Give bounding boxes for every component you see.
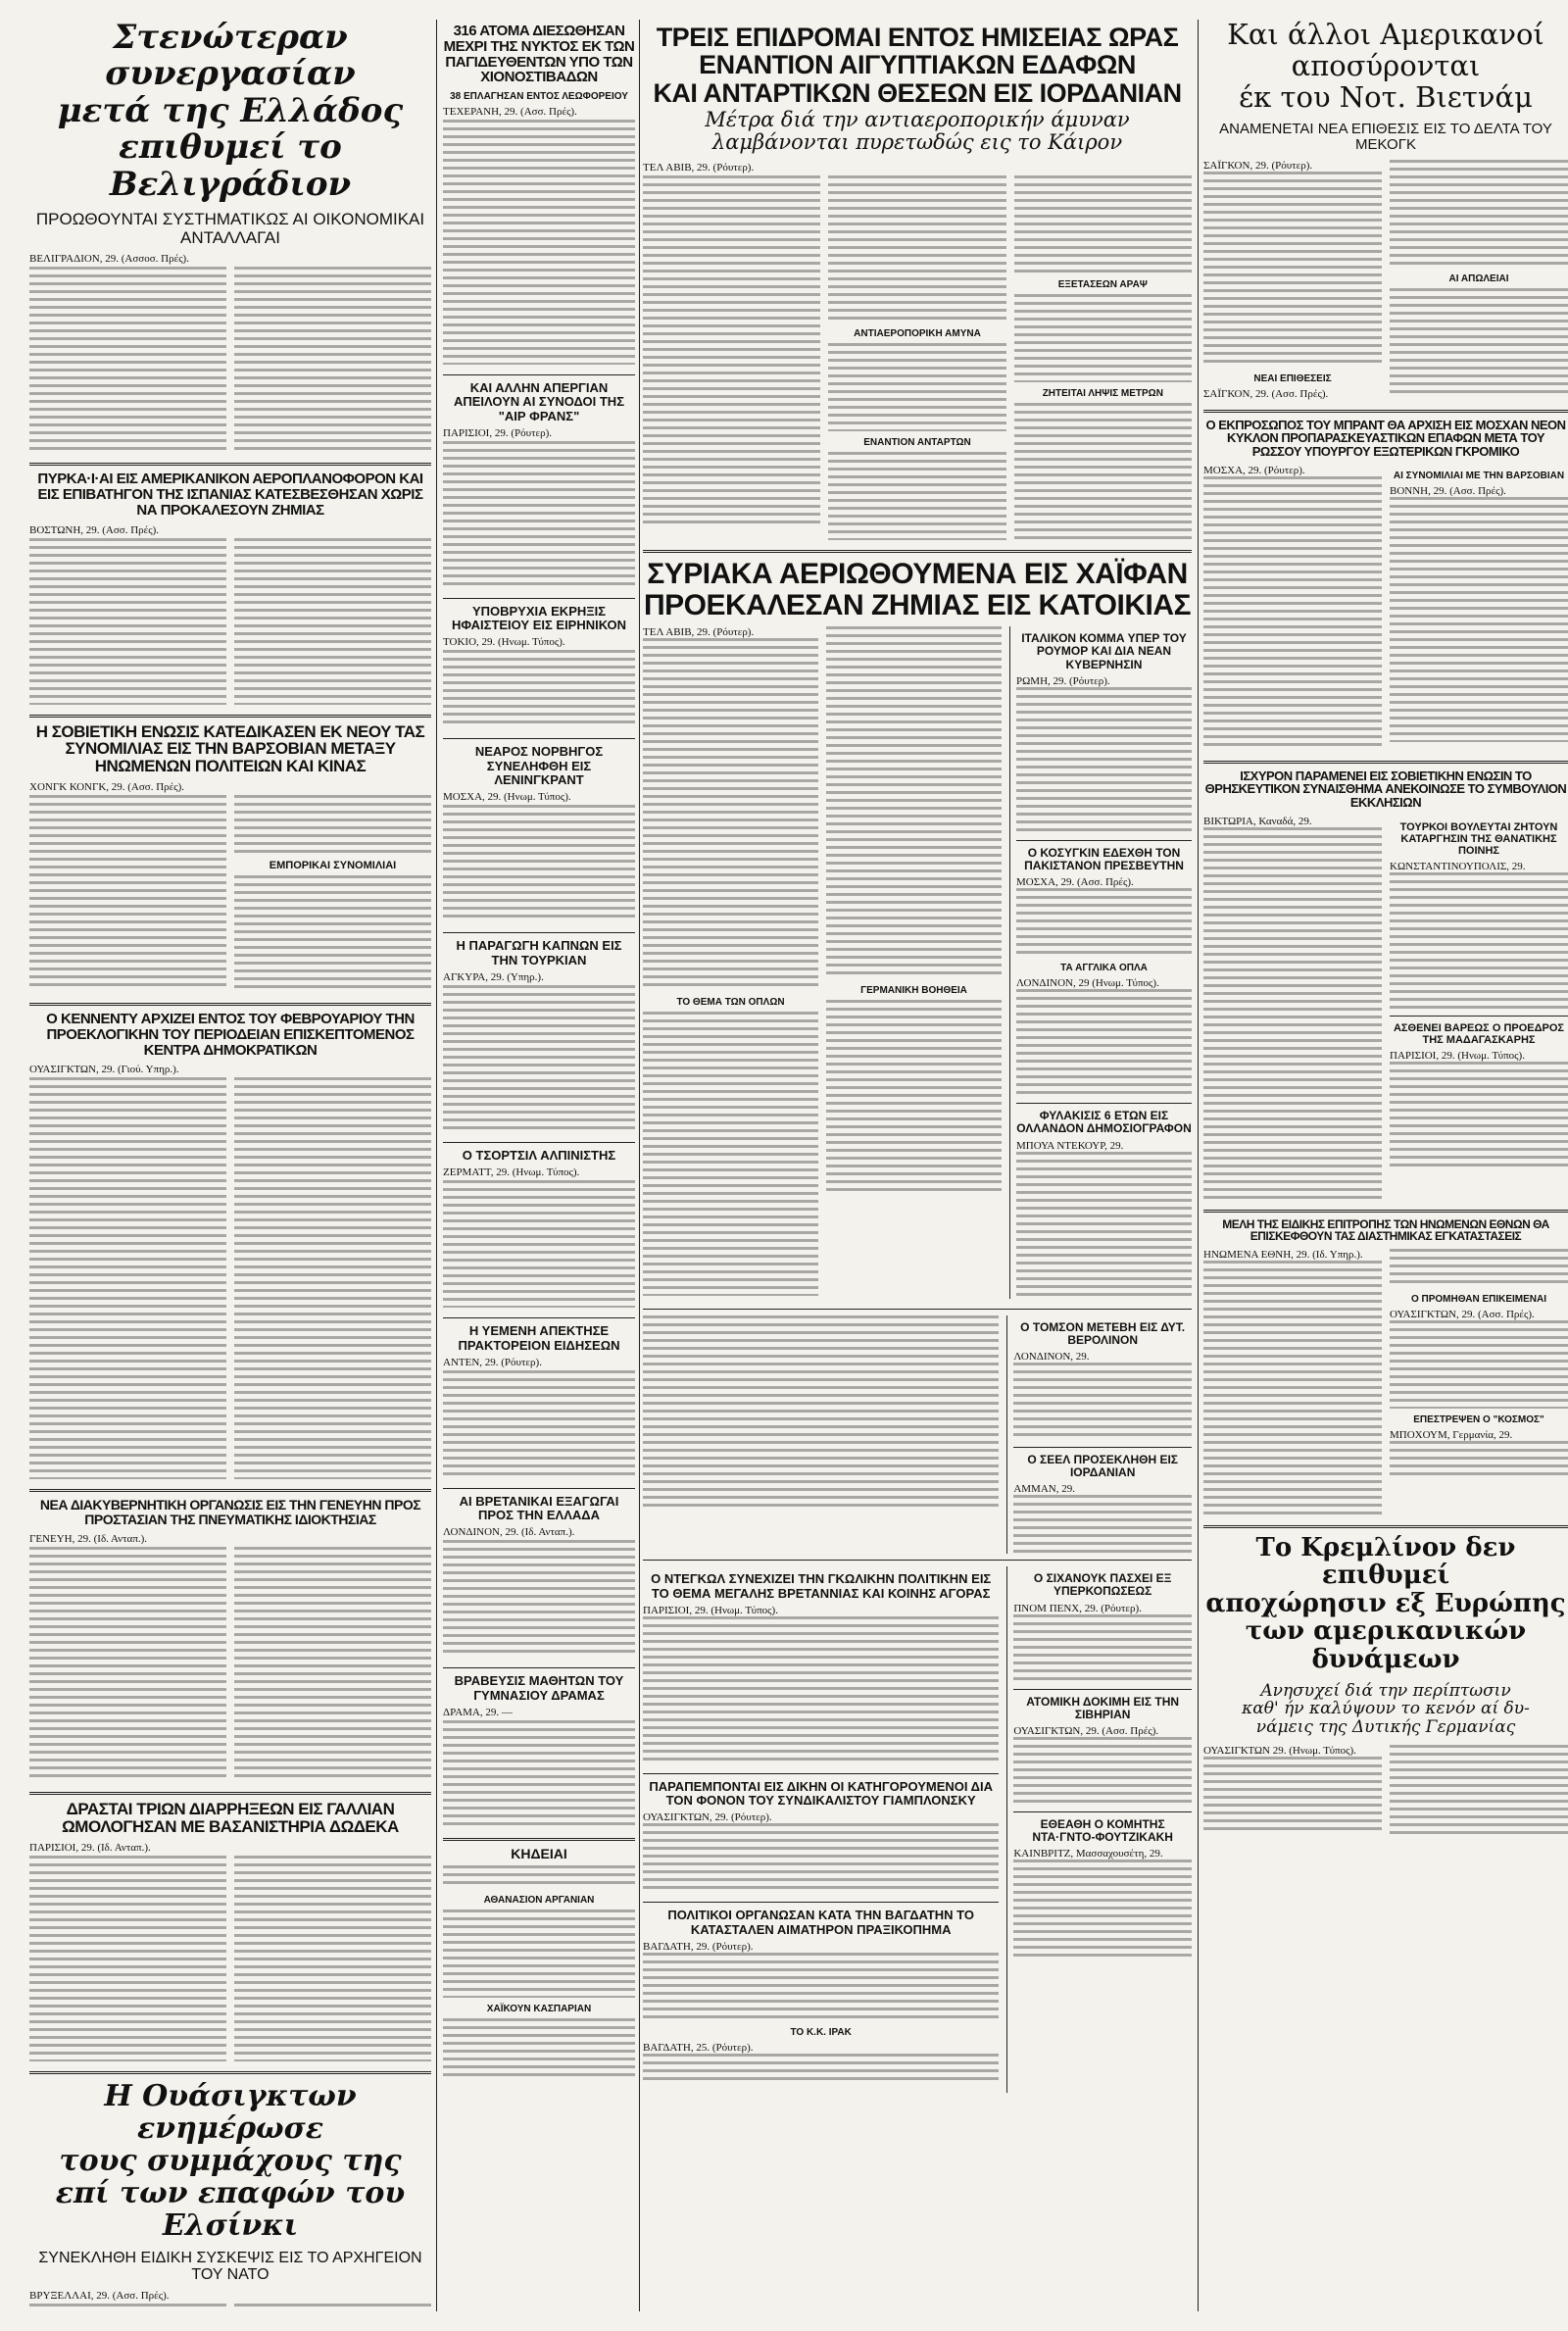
headline: ΚΗΔΕΙΑΙ bbox=[511, 1846, 567, 1862]
story-funerals bbox=[443, 1847, 635, 2077]
dateline: ΒΙΚΤΩΡΙΑ, Καναδά, 29. bbox=[1203, 815, 1312, 827]
headline: ΙΤΑΛΙΚΟΝ ΚΟΜΜΑ ΥΠΕΡ ΤΟΥ ΡΟΥΜΟΡ ΚΑΙ ΔΙΑ ΝΕΑΝ ΚΥΒΕΡΝΗΣΙΝ bbox=[1021, 631, 1187, 671]
section-heading: ΤΟ Κ.Κ. ΙΡΑΚ bbox=[790, 2027, 852, 2039]
lower-row-2 bbox=[643, 1566, 1192, 2093]
headline: Ο ΝΤΕΓΚΩΛ ΣΥΝΕΧΙΖΕΙ ΤΗΝ ΓΚΩΛΙΚΗΝ ΠΟΛΙΤΙΚΗΝ ΕΙΣ ΤΟ ΘΕΜΑ ΜΕΓΑΛΗΣ ΒΡΕΤΑΝΝΙΑΣ ΚΑΙ ΚΟΙΝΗΣ ΑΓΟΡΑΣ bbox=[651, 1571, 992, 1601]
headline: ΠΟΛΙΤΙΚΟΙ ΟΡΓΑΝΩΣΑΝ ΚΑΤΑ ΤΗΝ ΒΑΓΔΑΤΗΝ ΤΟ ΚΑΤΑΣΤΑΛΕΝ ΑΙΜΑΤΗΡΟΝ ΠΡΑΞΙΚΟΠΗΜΑ bbox=[667, 1908, 974, 1937]
section-heading: ΑΙ ΑΠΩΛΕΙΑΙ bbox=[1448, 273, 1509, 284]
headline bbox=[643, 559, 1192, 620]
subheadline bbox=[1203, 1682, 1568, 1737]
dateline: ΣΑΪΓΚΟΝ, 29. (Ρόυτερ). bbox=[1203, 159, 1313, 172]
dateline: ΧΟΝΓΚ ΚΟΝΓΚ, 29. (Ασσ. Πρές). bbox=[29, 781, 185, 794]
story-volcano bbox=[443, 605, 635, 729]
subheadline: ΑΝΑΜΕΝΕΤΑΙ ΝΕΑ ΕΠΙΘΕΣΙΣ ΕΙΣ ΤΟ ΔΕΛΤΑ ΤΟΥ ΜΕΚΟΓΚ bbox=[1219, 120, 1552, 154]
story-tobacco bbox=[443, 939, 635, 1132]
story-un-space bbox=[1203, 1218, 1568, 1515]
article-body bbox=[443, 441, 635, 588]
dateline: ΜΟΣΧΑ, 29. (Ασσ. Πρές). bbox=[1016, 876, 1134, 889]
headline-line: Στενώτεραν συνεργασίαν bbox=[105, 20, 356, 94]
story-kremlin bbox=[1203, 1534, 1568, 1838]
dateline: ΒΟΝΝΗ, 29. (Ασσ. Πρές). bbox=[1390, 484, 1506, 497]
story-air-france bbox=[443, 381, 635, 588]
dateline: ΛΟΝΔΙΝΟΝ, 29. bbox=[1013, 1350, 1090, 1363]
article-body bbox=[1203, 1249, 1568, 1515]
headline: ΑΣΘΕΝΕΙ ΒΑΡΕΩΣ Ο ΠΡΟΕΔΡΟΣ ΤΗΣ ΜΑΔΑΓΑΣΚΑΡΗΣ bbox=[1393, 1021, 1565, 1046]
dateline: ΟΥΑΣΙΓΚΤΩΝ, 29. (Ασσ. Πρές). bbox=[1390, 1308, 1535, 1320]
story-yablonski bbox=[643, 1780, 999, 1893]
subheadline-line: Ανησυχεί διά την περίπτωσιν bbox=[1260, 1680, 1511, 1701]
article-body bbox=[443, 1370, 635, 1478]
headline: ΑΤΟΜΙΚΗ ΔΟΚΙΜΗ ΕΙΣ ΤΗΝ ΣΙΒΗΡΙΑΝ bbox=[1026, 1694, 1180, 1721]
headline bbox=[643, 24, 1192, 107]
story-france-burglaries bbox=[29, 1801, 431, 2061]
column-rule bbox=[1198, 20, 1199, 2311]
headline: ΦΥΛΑΚΙΣΙΣ 6 ΕΤΩΝ ΕΙΣ ΟΛΛΑΝΔΟΝ ΔΗΜΟΣΙΟΓΡΑΦΟΝ bbox=[1016, 1109, 1192, 1136]
headline bbox=[29, 2080, 431, 2242]
article-body bbox=[1203, 465, 1568, 751]
section-heading: ΖΗΤΕΙΤΑΙ ΛΗΨΙΣ ΜΕΤΡΩΝ bbox=[1042, 388, 1163, 400]
subheadline-line: Μέτρα διά την αντιαεροπορικήν άμυναν bbox=[705, 108, 1130, 132]
subheadline-line: λαμβάνονται πυρετωδώς εις το Κάιρον bbox=[711, 130, 1123, 155]
dateline: ΠΑΡΙΣΙΟΙ, 29. (Ιδ. Ανταπ.). bbox=[29, 1841, 151, 1854]
story-soviet-religion bbox=[1203, 769, 1568, 1200]
section-heading: ΤΑ ΑΓΓΛΙΚΑ ΟΠΛΑ bbox=[1060, 963, 1148, 974]
headline: 316 ΑΤΟΜΑ ΔΙΕΣΩΘΗΣΑΝ ΜΕΧΡΙ ΤΗΣ ΝΥΚΤΟΣ ΕΚ ΤΩΝ ΠΑΓΙΔΕΥΘΕΝΤΩΝ ΥΠΟ ΤΩΝ ΧΙΟΝΟΣΤΙΒΑΔΩΝ bbox=[443, 23, 635, 86]
article-body bbox=[29, 795, 431, 993]
headline: Η ΠΑΡΑΓΩΓΗ ΚΑΠΝΩΝ ΕΙΣ ΤΗΝ ΤΟΥΡΚΙΑΝ bbox=[456, 938, 622, 967]
dateline: ΒΕΛΙΓΡΑΔΙΟΝ, 29. (Ασσοσ. Πρές). bbox=[29, 253, 189, 266]
story-soviet-warsaw bbox=[29, 723, 431, 994]
headline: ΝΕΑ ΔΙΑΚΥΒΕΡΝΗΤΙΚΗ ΟΡΓΑΝΩΣΙΣ ΕΙΣ ΤΗΝ ΓΕΝΕΥΗΝ ΠΡΟΣ ΠΡΟΣΤΑΣΙΑΝ ΤΗΣ ΠΝΕΥΜΑΤΙΚΗΣ ΙΔΙΟΚΤΗΣΙΑΣ bbox=[39, 1497, 421, 1528]
story-raids-egypt bbox=[643, 24, 1192, 540]
dateline: ΟΥΑΣΙΓΚΤΩΝ, 29. (Ασσ. Πρές). bbox=[1013, 1725, 1159, 1738]
headline bbox=[1203, 1534, 1568, 1674]
dateline: ΜΟΣΧΑ, 29. (Ρόυτερ). bbox=[1203, 464, 1305, 476]
headline: Ο ΣΙΧΑΝΟΥΚ ΠΑΣΧΕΙ ΕΞ ΥΠΕΡΚΟΠΩΣΕΩΣ bbox=[1033, 1571, 1172, 1599]
story-washington-helsinki bbox=[29, 2080, 431, 2311]
dateline: ΟΥΑΣΙΓΚΤΩΝ, 29. (Ρόυτερ). bbox=[643, 1811, 772, 1824]
headline: Ο ΕΚΠΡΟΣΩΠΟΣ ΤΟΥ ΜΠΡΑΝΤ ΘΑ ΑΡΧΙΣΗ ΕΙΣ ΜΟΣΧΑΝ ΝΕΟΝ ΚΥΚΛΟΝ ΠΡΟΠΑΡΑΣΚΕΥΑΣΤΙΚΩΝ ΕΠΑΦΩΝ ΜΕΤΑ ΤΟΥ ΡΩΣΣΟΥ ΥΠΟΥΡΓΟΥ ΕΞΩΤΕΡΙΚΩΝ ΓΚΡΟΜΙΚΟ bbox=[1205, 417, 1566, 459]
article-body bbox=[1203, 160, 1568, 400]
dateline: ΛΟΝΔΙΝΟΝ, 29 (Ηνωμ. Τύπος). bbox=[1016, 977, 1159, 990]
story-kennedy bbox=[29, 1012, 431, 1479]
section-heading: Ο ΠΡΟΜΗΘΑΝ ΕΠΙΚΕΙΜΕΝΑΙ bbox=[1410, 1293, 1547, 1305]
dateline: ΚΑΙΝΒΡΙΤΖ, Μασσαχουσέτη, 29. bbox=[1013, 1848, 1163, 1860]
dateline: ΓΕΝΕΥΗ, 29. (Ιδ. Ανταπ.). bbox=[29, 1532, 148, 1545]
dateline: ΔΡΑΜΑ, 29. — bbox=[443, 1707, 513, 1719]
headline-line: ΠΡΟΕΚΑΛΕΣΑΝ ΖΗΜΙΑΣ ΕΙΣ ΚΑΤΟΙΚΙΑΣ bbox=[644, 588, 1191, 621]
dateline: ΖΕΡΜΑΤΤ, 29. (Ηνωμ. Τύπος). bbox=[443, 1166, 580, 1179]
article-body bbox=[443, 650, 635, 728]
dateline: ΡΩΜΗ, 29. (Ρόυτερ). bbox=[1016, 674, 1110, 687]
headline bbox=[29, 20, 431, 203]
section-heading: ΕΜΠΟΡΙΚΑΙ ΣΥΝΟΜΙΛΙΑΙ bbox=[269, 860, 397, 872]
headline-line: ΚΑΙ ΑΝΤΑΡΤΙΚΩΝ ΘΕΣΕΩΝ ΕΙΣ ΙΟΡΔΑΝΙΑΝ bbox=[653, 77, 1182, 108]
subheadline bbox=[643, 109, 1192, 154]
story-de-gaulle bbox=[643, 1572, 999, 1763]
headline: Ο ΤΟΜΣΟΝ ΜΕΤΕΒΗ ΕΙΣ ΔΥΤ. ΒΕΡΟΛΙΝΟΝ bbox=[1020, 1319, 1186, 1347]
headline: ΠΑΡΑΠΕΜΠΟΝΤΑΙ ΕΙΣ ΔΙΚΗΝ ΟΙ ΚΑΤΗΓΟΡΟΥΜΕΝΟΙ ΔΙΑ ΤΟΝ ΦΟΝΟΝ ΤΟΥ ΣΥΝΔΙΚΑΛΙΣΤΟΥ ΓΙΑΜΠΛΟΝΣΚΥ bbox=[649, 1778, 993, 1809]
headline-line: επιθυμεί το Βελιγράδιον bbox=[109, 127, 352, 204]
dateline: ΒΟΣΤΩΝΗ, 29. (Ασσ. Πρές). bbox=[29, 523, 160, 536]
dateline: ΠΑΡΙΣΙΟΙ, 29. (Ρόυτερ). bbox=[443, 426, 553, 439]
dateline: ΒΡΥΞΕΛΛΑΙ, 29. (Ασσ. Πρές). bbox=[29, 2289, 170, 2302]
headline: ΠΥΡΚΑ·Ι·ΑΙ ΕΙΣ ΑΜΕΡΙΚΑΝΙΚΟΝ ΑΕΡΟΠΛΑΝΟΦΟΡΟΝ ΚΑΙ ΕΙΣ ΕΠΙΒΑΤΗΓΟΝ ΤΗΣ ΙΣΠΑΝΙΑΣ ΚΑΤΕΣΒΕΣΘΗΣΑΝ ΧΩΡΙΣ ΝΑ ΠΡΟΚΑΛΕΣΟΥΝ ΖΗΜΙΑΣ bbox=[37, 471, 423, 519]
story-british-exports bbox=[443, 1495, 635, 1659]
article-body bbox=[643, 175, 1192, 540]
story-geneva bbox=[29, 1498, 431, 1781]
story-drama-students bbox=[443, 1674, 635, 1828]
article-body bbox=[29, 1856, 431, 2061]
headline: ΝΕΑΡΟΣ ΝΟΡΒΗΓΟΣ ΣΥΝΕΛΗΦΘΗ ΕΙΣ ΛΕΝΙΝΓΚΡΑΝΤ bbox=[474, 744, 604, 788]
article-body bbox=[443, 805, 635, 922]
column-rule bbox=[436, 20, 437, 2311]
article-body bbox=[443, 120, 635, 365]
section-heading: ΕΞΕΤΑΣΕΩΝ ΑΡΑΨ bbox=[1057, 279, 1148, 291]
headline-line: Η Ουάσιγκτων ενημέρωσε bbox=[104, 2078, 357, 2146]
headline: ΒΡΑΒΕΥΣΙΣ ΜΑΘΗΤΩΝ ΤΟΥ ΓΥΜΝΑΣΙΟΥ ΔΡΑΜΑΣ bbox=[454, 1673, 624, 1703]
headline-line: Και άλλοι Αμερικανοί bbox=[1227, 20, 1544, 51]
article-body bbox=[29, 267, 431, 453]
story-belgrade bbox=[29, 20, 431, 453]
headline-line: επί των επαφών του Ελσίνκι bbox=[55, 2175, 406, 2243]
article-body bbox=[443, 1909, 635, 1998]
dateline: ΤΕΛ ΑΒΙΒ, 29. (Ρόυτερ). bbox=[643, 626, 755, 639]
dateline: ΟΥΑΣΙΓΚΤΩΝ 29. (Ηνωμ. Τύπος). bbox=[1203, 1744, 1356, 1757]
dateline: ΜΟΣΧΑ, 29. (Ηνωμ. Τύπος). bbox=[443, 791, 571, 804]
dateline: ΤΟΚΙΟ, 29. (Ηνωμ. Τύπος). bbox=[443, 636, 565, 649]
headline: Ο ΚΟΣΥΓΚΙΝ ΕΔΕΧΘΗ ΤΟΝ ΠΑΚΙΣΤΑΝΟΝ ΠΡΕΣΒΕΥΤΗΝ bbox=[1024, 845, 1184, 872]
dateline: ΤΕΛ ΑΒΙΒ, 29. (Ρόυτερ). bbox=[643, 162, 755, 174]
section-heading: ΓΕΡΜΑΝΙΚΗ ΒΟΗΘΕΙΑ bbox=[860, 985, 967, 997]
column-4 bbox=[1203, 20, 1568, 2311]
subheadline-line: νάμεις της Δυτικής Γερμανίας bbox=[1255, 1717, 1516, 1738]
headline-line: ΣΥΡΙΑΚΑ ΑΕΡΙΩΘΟΥΜΕΝΑ ΕΙΣ ΧΑΪΦΑΝ bbox=[647, 558, 1188, 591]
story-aircraft-fires bbox=[29, 471, 431, 704]
section-heading: ΑΝΤΙΑΕΡΟΠΟΡΙΚΗ ΑΜΥΝΑ bbox=[854, 328, 981, 340]
article-body bbox=[29, 1077, 431, 1479]
article-body bbox=[443, 2018, 635, 2077]
headline: Ο ΣΕΕΛ ΠΡΟΣΕΚΛΗΘΗ ΕΙΣ ΙΟΡΔΑΝΙΑΝ bbox=[1027, 1452, 1178, 1480]
dateline: ΑΓΚΥΡΑ, 29. (Υπηρ.). bbox=[443, 970, 544, 983]
headline-line: έκ του Νοτ. Βιετνάμ bbox=[1239, 79, 1533, 114]
dateline: ΟΥΑΣΙΓΚΤΩΝ, 29. (Γιού. Υπηρ.). bbox=[29, 1064, 179, 1076]
subheadline: ΠΡΟΩΘΟΥΝΤΑΙ ΣΥΣΤΗΜΑΤΙΚΩΣ ΑΙ ΟΙΚΟΝΟΜΙΚΑΙ ΑΝΤΑΛΛΑΓΑΙ bbox=[35, 209, 425, 247]
column-1 bbox=[29, 20, 431, 2311]
dateline: ΠΑΡΙΣΙΟΙ, 29. (Ηνωμ. Τύπος). bbox=[643, 1604, 778, 1616]
headline: Ο ΤΣΟΡΤΣΙΛ ΑΛΠΙΝΙΣΤΗΣ bbox=[462, 1147, 616, 1163]
column-rule bbox=[639, 20, 640, 2311]
dateline: ΤΕΧΕΡΑΝΗ, 29. (Ασσ. Πρές). bbox=[443, 106, 577, 118]
story-baghdad bbox=[643, 1909, 999, 2083]
article-body bbox=[29, 1547, 431, 1782]
headline-line: τους συμμάχους της bbox=[59, 2143, 402, 2178]
article-body bbox=[1203, 1745, 1568, 1838]
dateline: ΑΝΤΕΝ, 29. (Ρόυτερ). bbox=[443, 1356, 542, 1368]
story-vietnam bbox=[1203, 20, 1568, 400]
headline-line: αποσύρονται bbox=[1291, 48, 1481, 82]
dateline: ΠΝΟΜ ΠΕΝΧ, 29. (Ρόυτερ). bbox=[1013, 1602, 1142, 1614]
column-3 bbox=[643, 20, 1192, 2311]
article-body bbox=[643, 626, 1192, 1298]
subheadline: ΣΥΝΕΚΛΗΘΗ ΕΙΔΙΚΗ ΣΥΣΚΕΨΙΣ ΕΙΣ ΤΟ ΑΡΧΗΓΕΙΟΝ ΤΟΥ ΝΑΤΟ bbox=[38, 2249, 422, 2284]
lower-row bbox=[643, 1315, 1192, 1555]
article-body bbox=[1203, 816, 1568, 1200]
headline bbox=[1203, 20, 1568, 114]
dateline: ΛΟΝΔΙΝΟΝ, 29. (Ιδ. Ανταπ.). bbox=[443, 1526, 575, 1539]
headline: Η ΣΟΒΙΕΤΙΚΗ ΕΝΩΣΙΣ ΚΑΤΕΔΙΚΑΣΕΝ ΕΚ ΝΕΟΥ ΤΑΣ ΣΥΝΟΜΙΛΙΑΣ ΕΙΣ ΤΗΝ ΒΑΡΣΟΒΙΑΝ ΜΕΤΑΞΥ ΗΝΩΜΕΝΩΝ ΠΟΛΙΤΕΙΩΝ ΚΑΙ ΚΙΝΑΣ bbox=[35, 721, 425, 776]
section-heading: ΕΠΕΣΤΡΕΨΕΝ Ο "ΚΟΣΜΟΣ" bbox=[1413, 1413, 1544, 1425]
article-body bbox=[443, 1540, 635, 1658]
article-body bbox=[29, 538, 431, 705]
dateline: ΗΝΩΜΕΝΑ ΕΘΝΗ, 29. (Ιδ. Υπηρ.). bbox=[1203, 1248, 1363, 1261]
headline-line: αποχώρησιν εξ Ευρώπης bbox=[1205, 1588, 1566, 1618]
headline: ΥΠΟΒΡΥΧΙΑ ΕΚΡΗΞΙΣ ΗΦΑΙΣΤΕΙΟΥ ΕΙΣ ΕΙΡΗΝΙΚΟΝ bbox=[451, 603, 627, 633]
story-norwegian bbox=[443, 745, 635, 922]
story-churchill bbox=[443, 1149, 635, 1308]
section-heading: ΤΟ ΘΕΜΑ ΤΩΝ ΟΠΛΩΝ bbox=[676, 997, 785, 1009]
headline: ΕΘΕΑΘΗ Ο ΚΟΜΗΤΗΣ ΝΤΑ·ΓΝΤΟ-ΦΟΥΤΖΙΚΑΚΗ bbox=[1032, 1817, 1173, 1845]
dateline: ΑΜΜΑΝ, 29. bbox=[1013, 1483, 1075, 1496]
subheadline-line: καθ' ήν καλύψουν το κενόν αί δυ- bbox=[1242, 1699, 1530, 1719]
dateline: ΒΑΓΔΑΤΗ, 25. (Ρόυτερ). bbox=[643, 2042, 754, 2055]
section-heading: ΝΕΑΙ ΕΠΙΘΕΣΕΙΣ bbox=[1253, 372, 1332, 384]
headline: Η ΥΕΜΕΝΗ ΑΠΕΚΤΗΣΕ ΠΡΑΚΤΟΡΕΙΟΝ ΕΙΔΗΣΕΩΝ bbox=[458, 1323, 620, 1353]
dateline: ΠΑΡΙΣΙΟΙ, 29. (Ηνωμ. Τύπος). bbox=[1390, 1049, 1525, 1062]
dateline: ΜΠΟΥΑ ΝΤΕΚΟΥΡ, 29. bbox=[1016, 1139, 1124, 1152]
dateline: ΒΑΓΔΑΤΗ, 29. (Ρόυτερ). bbox=[643, 1941, 754, 1954]
headline: ΙΣΧΥΡΟΝ ΠΑΡΑΜΕΝΕΙ ΕΙΣ ΣΟΒΙΕΤΙΚΗΝ ΕΝΩΣΙΝ ΤΟ ΘΡΗΣΚΕΥΤΙΚΟΝ ΣΥΝΑΙΣΘΗΜΑ ΑΝΕΚΟΙΝΩΣΕ ΤΟ ΣΥΜΒΟΥΛΙΟΝ ΕΚΚΛΗΣΙΩΝ bbox=[1204, 768, 1567, 810]
story-brandt-moscow bbox=[1203, 419, 1568, 751]
headline-line: ΤΡΕΙΣ ΕΠΙΔΡΟΜΑΙ ΕΝΤΟΣ ΗΜΙΣΕΙΑΣ ΩΡΑΣ bbox=[656, 23, 1179, 52]
obituary-name: ΑΘΑΝΑΣΙΟΝ ΑΡΓΑΝΙΑΝ bbox=[483, 1895, 595, 1907]
article-body bbox=[29, 2304, 431, 2311]
story-syrian-jets bbox=[643, 559, 1192, 1298]
headline: ΑΙ ΒΡΕΤΑΝΙΚΑΙ ΕΞΑΓΩΓΑΙ ΠΡΟΣ ΤΗΝ ΕΛΛΑΔΑ bbox=[459, 1493, 619, 1523]
subheadline: 38 ΕΠΛΑΓΗΣΑΝ ΕΝΤΟΣ ΛΕΩΦΟΡΕΙΟΥ bbox=[450, 91, 628, 102]
story-avalanche bbox=[443, 24, 635, 365]
story-yemen bbox=[443, 1324, 635, 1478]
headline: ΤΟΥΡΚΟΙ ΒΟΥΛΕΥΤΑΙ ΖΗΤΟΥΝ ΚΑΤΑΡΓΗΣΙΝ ΤΗΣ ΘΑΝΑΤΙΚΗΣ ΠΟΙΝΗΣ bbox=[1399, 820, 1558, 857]
article-body bbox=[443, 1865, 635, 1889]
headline-line: Το Κρεμλίνον δεν επιθυμεί bbox=[1255, 1532, 1516, 1591]
article-body bbox=[443, 1720, 635, 1828]
headline-line: μετά της Ελλάδος bbox=[57, 90, 404, 130]
article-body bbox=[443, 985, 635, 1132]
dateline: ΣΑΪΓΚΟΝ, 29. (Ασσ. Πρές). bbox=[1203, 387, 1329, 400]
headline: ΜΕΛΗ ΤΗΣ ΕΙΔΙΚΗΣ ΕΠΙΤΡΟΠΗΣ ΤΩΝ ΗΝΩΜΕΝΩΝ ΕΘΝΩΝ ΘΑ ΕΠΙΣΚΕΦΘΟΥΝ ΤΑΣ ΔΙΑΣΤΗΜΙΚΑΣ ΕΓΚΑΤΑΣΤΑΣΕΙΣ bbox=[1222, 1216, 1549, 1244]
headline-line: ΕΝΑΝΤΙΟΝ ΑΙΓΥΠΤΙΑΚΩΝ ΕΔΑΦΩΝ bbox=[699, 50, 1136, 80]
article-body bbox=[443, 1180, 635, 1308]
headline: ΔΡΑΣΤΑΙ ΤΡΙΩΝ ΔΙΑΡΡΗΞΕΩΝ ΕΙΣ ΓΑΛΛΙΑΝ ΩΜΟΛΟΓΗΣΑΝ ΜΕ ΒΑΣΑΝΙΣΤΗΡΙΑ ΔΩΔΕΚΑ bbox=[62, 1799, 399, 1836]
headline: ΚΑΙ ΑΛΛΗΝ ΑΠΕΡΓΙΑΝ ΑΠΕΙΛΟΥΝ ΑΙ ΣΥΝΟΔΟΙ ΤΗΣ "ΑΙΡ ΦΡΑΝΣ" bbox=[453, 380, 624, 423]
section-heading: ΑΙ ΣΥΝΟΜΙΛΙΑΙ ΜΕ ΤΗΝ ΒΑΡΣΟΒΙΑΝ bbox=[1393, 470, 1565, 481]
headline: Ο ΚΕΝΝΕΝΤΥ ΑΡΧΙΖΕΙ ΕΝΤΟΣ ΤΟΥ ΦΕΒΡΟΥΑΡΙΟΥ ΤΗΝ ΠΡΟΕΚΛΟΓΙΚΗΝ ΤΟΥ ΠΕΡΙΟΔΕΙΑΝ ΕΠΙΣΚΕΠΤΟΜΕΝΟΣ ΚΕΝΤΡΑ ΔΗΜΟΚΡΑΤΙΚΩΝ bbox=[46, 1011, 415, 1059]
obituary-name: ΧΑΪΚΟΥΝ ΚΑΣΠΑΡΙΑΝ bbox=[486, 2004, 592, 2015]
dateline: ΚΩΝΣΤΑΝΤΙΝΟΥΠΟΛΙΣ, 29. bbox=[1390, 860, 1526, 872]
headline-line: των αμερικανικών δυνάμεων bbox=[1245, 1616, 1527, 1675]
column-2 bbox=[443, 20, 635, 2311]
dateline: ΜΠΟΧΟΥΜ, Γερμανία, 29. bbox=[1390, 1428, 1513, 1441]
section-heading: ΕΝΑΝΤΙΟΝ ΑΝΤΑΡΤΩΝ bbox=[863, 437, 971, 449]
